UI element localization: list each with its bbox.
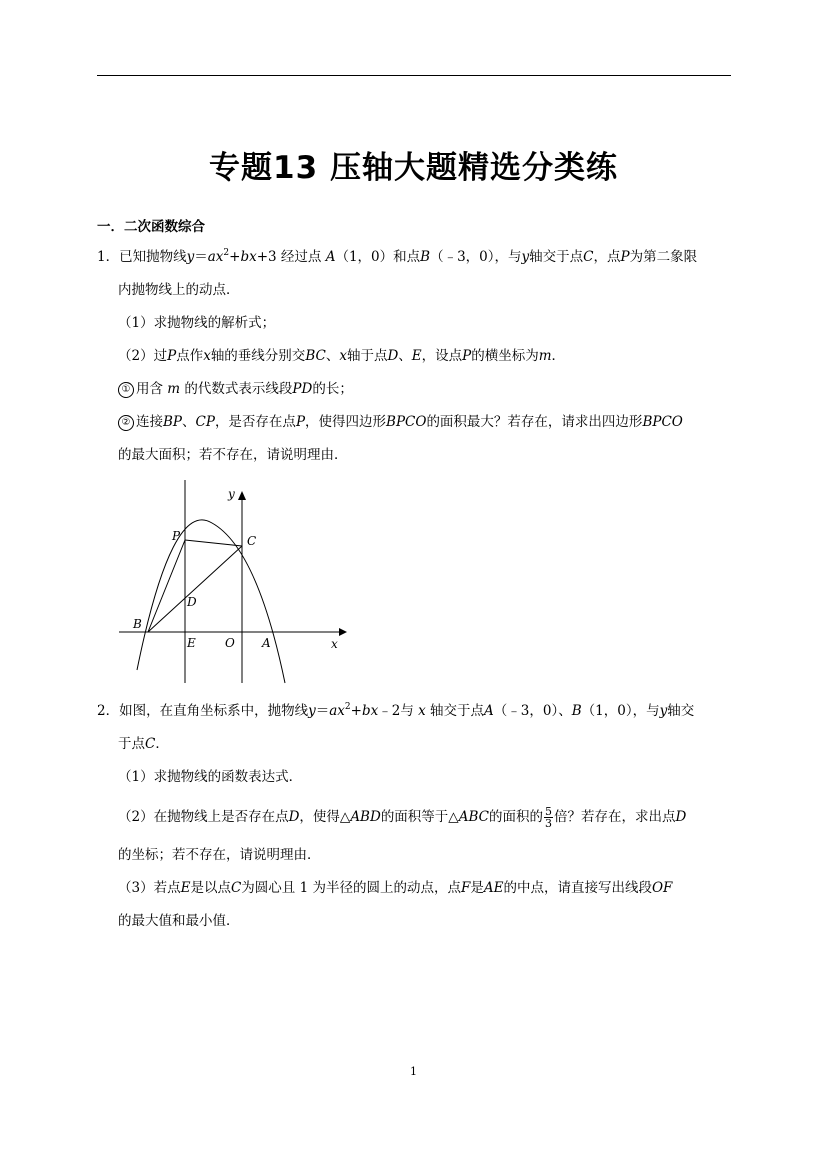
label-p: P [172, 529, 181, 543]
circled-1: ① [118, 382, 134, 398]
label-e: E [187, 636, 196, 650]
q1-subpart-2-cont: 的最大面积；若不存在，请说明理由． [118, 447, 348, 463]
q1-line-1: 1．已知抛物线$y=ax^2+bx+3$ 经过点 A（1，0）和点B（﹣3，0），与y轴交于点C，点P为第二象限 [97, 248, 698, 265]
q2-part-3: （3）若点E是以点C为圆心且 1 为半径的圆上的动点，点F是AE的中点，请直接写出线段OF [118, 880, 673, 896]
page-title: 专题13 压轴大题精选分类练 [209, 150, 618, 186]
label-x: x [331, 637, 338, 651]
label-c: C [247, 534, 257, 548]
label-b: B [133, 617, 142, 631]
label-a: A [262, 636, 271, 650]
label-y: y [228, 487, 235, 501]
label-d: D [187, 595, 197, 609]
q1-part-2: （2）过P点作x轴的垂线分别交BC、x轴于点D、E，设点P的横坐标为m． [118, 348, 566, 364]
page-number: 1 [410, 1065, 417, 1078]
circled-2: ② [118, 415, 134, 431]
q2-part-1: （1）求抛物线的函数表达式． [118, 769, 303, 785]
y-axis-arrow [238, 491, 246, 500]
parabola-figure [117, 478, 347, 688]
parabola-curve [137, 520, 285, 683]
label-o: O [225, 636, 235, 650]
x-axis-arrow [339, 628, 347, 636]
fraction-five-thirds: $\frac{5}{3}$ [544, 805, 552, 830]
section-heading: 一．二次函数综合 [97, 219, 205, 235]
header-rule [97, 75, 731, 76]
segment-bp [148, 540, 185, 632]
q1-subpart-1: ① 用含 m 的代数式表示线段PD的长； [118, 379, 353, 399]
q2-line-1: 2．如图，在直角坐标系中，抛物线$y=ax^2+bx﹣2$与 x 轴交于点A（﹣3，0）、B（1，0），与y轴交 [97, 702, 695, 719]
q2-part-3-cont: 的最大值和最小值． [118, 913, 240, 929]
q1-part-1: （1）求抛物线的解析式； [118, 315, 276, 331]
q2-part-2: （2）在抛物线上是否存在点D，使得△ABD的面积等于△ABC的面积的 $\frac{5}{3}$ 倍？若存在，求出点D [118, 805, 687, 830]
q1-subpart-2: ② 连接BP、CP，是否存在点P，使得四边形BPCO的面积最大？若存在，请求出四边形BPCO [118, 412, 683, 432]
segment-bc [148, 546, 242, 632]
q2-part-2-cont: 的坐标；若不存在，请说明理由． [118, 847, 321, 863]
q1-number: 1． [97, 249, 120, 265]
q2-line-2: 于点C． [118, 736, 169, 752]
q2-number: 2． [97, 703, 120, 719]
q1-line-2: 内抛物线上的动点． [118, 282, 240, 298]
